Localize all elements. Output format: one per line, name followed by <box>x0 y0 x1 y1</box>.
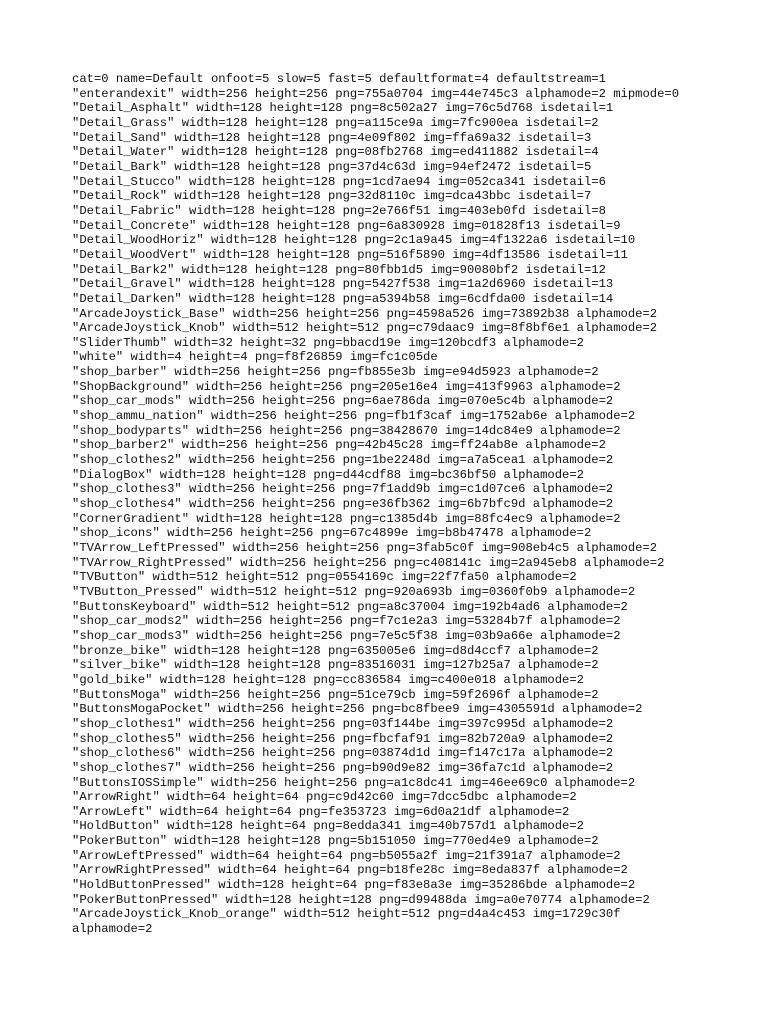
text-line: "shop_clothes7" width=256 height=256 png=b90d9e82 img=36fa7c1d alphamode=2 <box>72 760 614 775</box>
text-line: "ButtonsKeyboard" width=512 height=512 png=a8c37004 img=192b4ad6 alphamode=2 <box>72 599 628 614</box>
text-line: "ArrowLeft" width=64 height=64 png=fe353723 img=6d0a21df alphamode=2 <box>72 804 570 819</box>
text-line: "shop_barber2" width=256 height=256 png=42b45c28 img=ff24ab8e alphamode=2 <box>72 438 606 453</box>
text-line: "ArcadeJoystick_Base" width=256 height=256 png=4598a526 img=73892b38 alphamode=2 <box>72 306 658 321</box>
text-line: cat=0 name=Default onfoot=5 slow=5 fast=5 defaultformat=4 defaultstream=1 <box>72 72 606 86</box>
text-line: "Detail_Grass" width=128 height=128 png=a115ce9a img=7fc900ea isdetail=2 <box>72 115 599 130</box>
text-block <box>72 72 712 937</box>
text-line: "Detail_Fabric" width=128 height=128 png=2e766f51 img=403eb0fd isdetail=8 <box>72 203 606 218</box>
text-line: "white" width=4 height=4 png=f8f26859 img=fc1c05de <box>72 350 438 365</box>
text-line: "TVArrow_RightPressed" width=256 height=256 png=c408141c img=2a945eb8 alphamode=2 <box>72 555 665 570</box>
text-line: "shop_clothes5" width=256 height=256 png=fbcfaf91 img=82b720a9 alphamode=2 <box>72 731 614 746</box>
text-line: alphamode=2 <box>72 922 153 937</box>
text-line: "TVButton_Pressed" width=512 height=512 png=920a693b img=0360f0b9 alphamode=2 <box>72 584 636 599</box>
text-line: "Detail_Rock" width=128 height=128 png=32d8110c img=dca43bbc isdetail=7 <box>72 189 592 204</box>
text-line: "shop_car_mods" width=256 height=256 png=6ae786da img=070e5c4b alphamode=2 <box>72 394 614 409</box>
text-line: "DialogBox" width=128 height=128 png=d44cdf88 img=bc36bf50 alphamode=2 <box>72 467 584 482</box>
text-line: "shop_car_mods2" width=256 height=256 png=f7c1e2a3 img=53284b7f alphamode=2 <box>72 614 621 629</box>
text-line: "Detail_Water" width=128 height=128 png=08fb2768 img=ed411882 isdetail=4 <box>72 145 599 160</box>
text-line: "HoldButtonPressed" width=128 height=64 png=f83e8a3e img=35286bde alphamode=2 <box>72 878 636 893</box>
text-line: "ButtonsMoga" width=256 height=256 png=51ce79cb img=59f2696f alphamode=2 <box>72 687 599 702</box>
text-line: "Detail_Bark2" width=128 height=128 png=80fbb1d5 img=90080bf2 isdetail=12 <box>72 262 606 277</box>
text-line: "shop_clothes1" width=256 height=256 png=03f144be img=397c995d alphamode=2 <box>72 716 614 731</box>
text-line: "PokerButtonPressed" width=128 height=128 png=d99488da img=a0e70774 alphamode=2 <box>72 892 650 907</box>
text-line: "bronze_bike" width=128 height=128 png=635005e6 img=d8d4ccf7 alphamode=2 <box>72 643 599 658</box>
text-line: "ArrowLeftPressed" width=64 height=64 png=b5055a2f img=21f391a7 alphamode=2 <box>72 848 621 863</box>
text-line: "TVArrow_LeftPressed" width=256 height=256 png=3fab5c0f img=908eb4c5 alphamode=2 <box>72 541 658 555</box>
text-line: "HoldButton" width=128 height=64 png=8edda341 img=40b757d1 alphamode=2 <box>72 819 584 834</box>
text-line: "shop_clothes3" width=256 height=256 png=7f1add9b img=c1d07ce6 alphamode=2 <box>72 482 614 497</box>
text-line: "CornerGradient" width=128 height=128 png=c1385d4b img=88fc4ec9 alphamode=2 <box>72 511 621 526</box>
text-line: "shop_barber" width=256 height=256 png=fb855e3b img=e94d5923 alphamode=2 <box>72 365 599 380</box>
text-line: "ButtonsMogaPocket" width=256 height=256 png=bc8fbee9 img=4305591d alphamode=2 <box>72 702 643 717</box>
text-line: "Detail_WoodHoriz" width=128 height=128 png=2c1a9a45 img=4f1322a6 isdetail=10 <box>72 233 636 248</box>
text-line: "shop_icons" width=256 height=256 png=67c4899e img=b8b47478 alphamode=2 <box>72 526 592 541</box>
text-line: "shop_clothes6" width=256 height=256 png=03874d1d img=f147c17a alphamode=2 <box>72 746 614 761</box>
text-line: "Detail_Asphalt" width=128 height=128 png=8c502a27 img=76c5d768 isdetail=1 <box>72 101 614 116</box>
text-line: "SliderThumb" width=32 height=32 png=bbacd19e img=120bcdf3 alphamode=2 <box>72 335 584 350</box>
text-line: "Detail_WoodVert" width=128 height=128 png=516f5890 img=4df13586 isdetail=11 <box>72 247 628 262</box>
text-line: "ArrowRight" width=64 height=64 png=c9d42c60 img=7dcc5dbc alphamode=2 <box>72 790 577 805</box>
text-line: "Detail_Sand" width=128 height=128 png=4e09f802 img=ffa69a32 isdetail=3 <box>72 130 592 145</box>
text-line: "ShopBackground" width=256 height=256 png=205e16e4 img=413f9963 alphamode=2 <box>72 379 621 394</box>
text-line: "shop_clothes2" width=256 height=256 png=1be2248d img=a7a5cea1 alphamode=2 <box>72 453 614 468</box>
text-line: "ArrowRightPressed" width=64 height=64 png=b18fe28c img=8eda837f alphamode=2 <box>72 863 628 878</box>
text-line: "shop_bodyparts" width=256 height=256 png=38428670 img=14dc84e9 alphamode=2 <box>72 423 621 438</box>
text-line: "TVButton" width=512 height=512 png=0554169c img=22f7fa50 alphamode=2 <box>72 570 577 585</box>
text-line: "ArcadeJoystick_Knob" width=512 height=512 png=c79daac9 img=8f8bf6e1 alphamode=2 <box>72 321 658 336</box>
document-page <box>72 72 712 937</box>
text-line: "shop_ammu_nation" width=256 height=256 png=fb1f3caf img=1752ab6e alphamode=2 <box>72 409 636 424</box>
text-line: "Detail_Darken" width=128 height=128 png=a5394b58 img=6cdfda00 isdetail=14 <box>72 291 614 306</box>
text-line: "Detail_Gravel" width=128 height=128 png=5427f538 img=1a2d6960 isdetail=13 <box>72 277 614 292</box>
text-line: "Detail_Bark" width=128 height=128 png=37d4c63d img=94ef2472 isdetail=5 <box>72 159 592 174</box>
text-line: "Detail_Stucco" width=128 height=128 png=1cd7ae94 img=052ca341 isdetail=6 <box>72 174 606 189</box>
text-line: "ButtonsIOSSimple" width=256 height=256 png=a1c8dc41 img=46ee69c0 alphamode=2 <box>72 775 636 790</box>
text-line: "shop_car_mods3" width=256 height=256 png=7e5c5f38 img=03b9a66e alphamode=2 <box>72 628 621 643</box>
text-line: "shop_clothes4" width=256 height=256 png=e36fb362 img=6b7bfc9d alphamode=2 <box>72 497 614 512</box>
text-line: "enterandexit" width=256 height=256 png=755a0704 img=44e745c3 alphamode=2 mipmode=0 <box>72 86 680 101</box>
text-line: "gold_bike" width=128 height=128 png=cc836584 img=c400e018 alphamode=2 <box>72 672 584 687</box>
text-line: "Detail_Concrete" width=128 height=128 png=6a830928 img=01828f13 isdetail=9 <box>72 218 621 233</box>
text-line: "ArcadeJoystick_Knob_orange" width=512 height=512 png=d4a4c453 img=1729c30f <box>72 907 621 922</box>
text-line: "silver_bike" width=128 height=128 png=83516031 img=127b25a7 alphamode=2 <box>72 658 599 673</box>
text-line: "PokerButton" width=128 height=128 png=5b151050 img=770ed4e9 alphamode=2 <box>72 834 599 849</box>
